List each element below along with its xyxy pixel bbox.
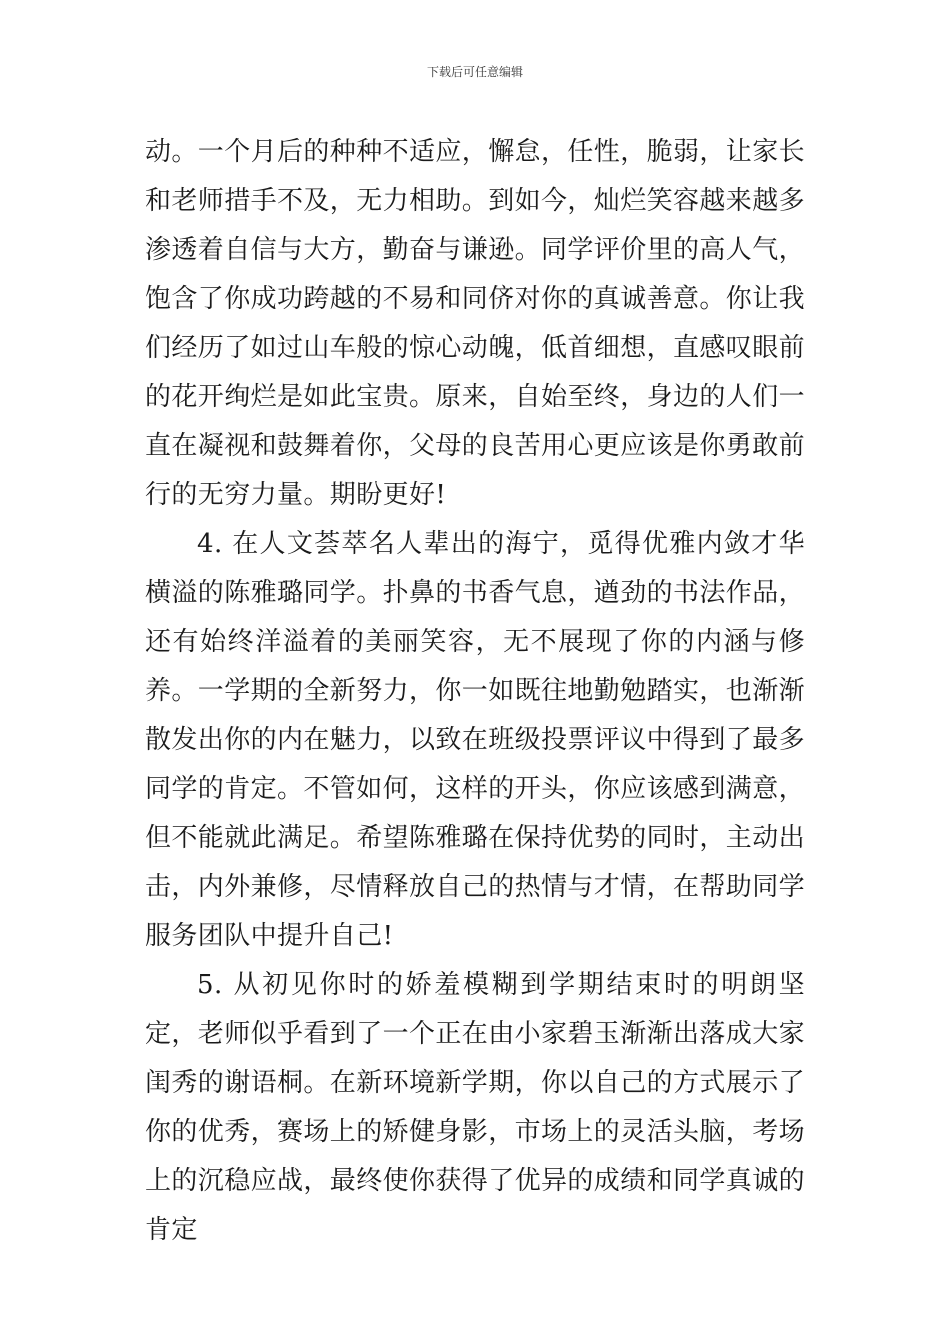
paragraph-continuation: 动。一个月后的种种不适应，懈怠，任性，脆弱，让家长和老师措手不及，无力相助。到如今，灿烂笑容越来越多渗透着自信与大方，勤奋与谦逊。同学评价里的高人气，饱含了你成功跨越的不易和同侪对你的真诚善意。你让我们经历了如过山车般的惊心动魄，低首细想，直感叹眼前的花开绚烂是如此宝贵。原来，自始至终，身边的人们一直在凝视和鼓舞着你，父母的良苦用心更应该是你勇敢前行的无穷力量。期盼更好! [145,137,806,510]
document-body [145,128,805,1255]
paragraph-item-4: 4. 在人文荟萃名人辈出的海宁，觅得优雅内敛才华横溢的陈雅璐同学。扑鼻的书香气息，遒劲的书法作品，还有始终洋溢着的美丽笑容，无不展现了你的内涵与修养。一学期的全新努力，你一如既往地勤勉踏实，也渐渐散发出你的内在魅力，以致在班级投票评议中得到了最多同学的肯定。不管如何，这样的开头，你应该感到满意，但不能就此满足。希望陈雅璐在保持优势的同时，主动出击，内外兼修，尽情释放自己的热情与才情，在帮助同学服务团队中提升自己! [145,529,806,951]
page-header: 下载后可任意编辑 [426,65,523,79]
paragraph-item-5: 5. 从初见你时的娇羞模糊到学期结束时的明朗坚定，老师似乎看到了一个正在由小家碧玉渐渐出落成大家闺秀的谢语桐。在新环境新学期，你以自己的方式展示了你的优秀，赛场上的矫健身影，市场上的灵活头脑，考场上的沉稳应战，最终使你获得了优异的成绩和同学真诚的肯定 [145,970,806,1245]
